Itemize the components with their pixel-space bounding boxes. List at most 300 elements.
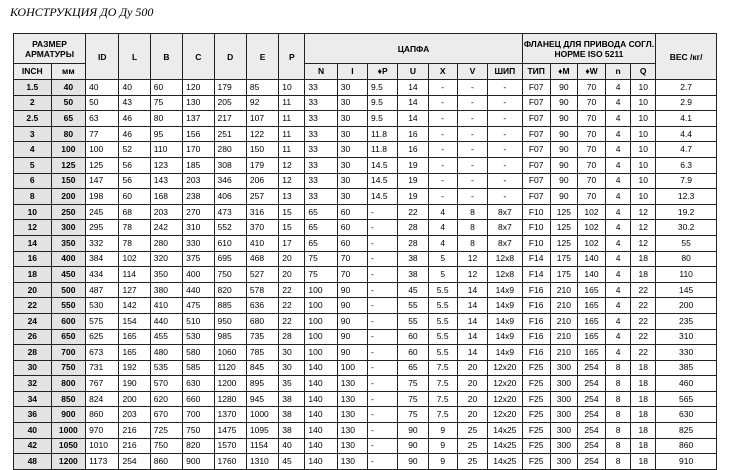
- table-cell: 700: [183, 407, 214, 423]
- table-cell: 4: [606, 173, 631, 189]
- table-cell: 90: [398, 423, 428, 439]
- table-cell: 10: [631, 157, 656, 173]
- table-cell: 38: [398, 251, 428, 267]
- table-cell: 750: [183, 423, 214, 439]
- table-cell: 140: [305, 423, 337, 439]
- table-cell: 4: [606, 235, 631, 251]
- table-row: [14, 204, 717, 220]
- table-cell: 12x20: [488, 407, 523, 423]
- table-row: [14, 80, 717, 96]
- table-cell: 578: [246, 282, 278, 298]
- table-cell: 142: [119, 298, 150, 314]
- table-cell: 25: [457, 423, 487, 439]
- table-cell: 270: [183, 204, 214, 220]
- table-cell: 8: [606, 360, 631, 376]
- table-cell: 200: [656, 298, 717, 314]
- table-cell: 6.3: [656, 157, 717, 173]
- col-header-diam-p: ♦P: [368, 64, 398, 80]
- size-cell: 2: [14, 95, 52, 111]
- table-cell: 22: [398, 204, 428, 220]
- table-cell: 78: [119, 235, 150, 251]
- table-cell: 130: [337, 423, 367, 439]
- table-cell: 14x9: [488, 282, 523, 298]
- table-cell: 2.9: [656, 95, 717, 111]
- table-cell: 130: [337, 376, 367, 392]
- table-cell: 254: [577, 391, 605, 407]
- table-cell: 70: [577, 142, 605, 158]
- table-cell: 680: [246, 313, 278, 329]
- table-cell: 254: [577, 438, 605, 454]
- table-cell: 185: [183, 157, 214, 173]
- table-cell: 735: [246, 329, 278, 345]
- table-cell: 22: [631, 313, 656, 329]
- table-cell: 280: [150, 235, 182, 251]
- table-row: [14, 407, 717, 423]
- table-cell: 18: [631, 360, 656, 376]
- table-cell: 46: [119, 111, 150, 127]
- table-cell: 12: [279, 173, 305, 189]
- table-cell: 90: [550, 95, 577, 111]
- size-cell: 800: [51, 376, 85, 392]
- table-cell: 14: [457, 313, 487, 329]
- table-cell: 895: [246, 376, 278, 392]
- table-cell: 12x20: [488, 376, 523, 392]
- table-cell: 30: [337, 126, 367, 142]
- table-cell: 673: [86, 345, 119, 361]
- table-row: [14, 345, 717, 361]
- table-cell: 122: [246, 126, 278, 142]
- table-cell: 90: [550, 111, 577, 127]
- table-cell: 110: [150, 142, 182, 158]
- table-row: [14, 438, 717, 454]
- table-cell: 4: [606, 80, 631, 96]
- table-cell: 75: [305, 267, 337, 283]
- table-cell: 12: [457, 251, 487, 267]
- table-cell: F25: [522, 376, 550, 392]
- table-cell: 238: [183, 189, 214, 205]
- table-cell: 20: [457, 360, 487, 376]
- table-cell: 90: [550, 126, 577, 142]
- table-cell: 45: [279, 454, 305, 470]
- table-cell: 90: [550, 189, 577, 205]
- table-cell: 22: [279, 282, 305, 298]
- table-cell: F14: [522, 267, 550, 283]
- table-row: [14, 173, 717, 189]
- table-cell: F10: [522, 204, 550, 220]
- table-cell: 300: [550, 454, 577, 470]
- table-cell: 1154: [246, 438, 278, 454]
- col-header-key: ШИП: [488, 64, 523, 80]
- table-cell: 245: [86, 204, 119, 220]
- table-cell: 10: [631, 173, 656, 189]
- size-cell: 16: [14, 251, 52, 267]
- table-cell: 8: [606, 438, 631, 454]
- flange-group-header: ФЛАНЕЦ ДЛЯ ПРИВОДА СОГЛ. НОРМЕ ISO 5211: [522, 34, 656, 64]
- table-cell: 165: [119, 345, 150, 361]
- table-cell: 4: [428, 235, 457, 251]
- table-cell: 15: [279, 204, 305, 220]
- table-cell: 824: [86, 391, 119, 407]
- table-cell: 137: [183, 111, 214, 127]
- table-cell: 330: [183, 235, 214, 251]
- table-cell: 75: [398, 407, 428, 423]
- table-cell: 1310: [246, 454, 278, 470]
- table-cell: 970: [86, 423, 119, 439]
- table-cell: 12: [631, 220, 656, 236]
- table-cell: 125: [550, 235, 577, 251]
- table-cell: 8: [606, 423, 631, 439]
- table-cell: -: [428, 157, 457, 173]
- table-cell: 55: [398, 313, 428, 329]
- table-cell: 860: [86, 407, 119, 423]
- table-cell: 28: [398, 235, 428, 251]
- table-cell: 90: [550, 80, 577, 96]
- table-cell: 9.5: [368, 95, 398, 111]
- table-cell: -: [368, 313, 398, 329]
- table-cell: 90: [337, 282, 367, 298]
- col-header-x: X: [428, 64, 457, 80]
- table-cell: 90: [550, 157, 577, 173]
- table-cell: 375: [183, 251, 214, 267]
- table-cell: 30: [279, 360, 305, 376]
- table-cell: 280: [214, 142, 246, 158]
- size-cell: 300: [51, 220, 85, 236]
- size-group-header: РАЗМЕР АРМАТУРЫ: [14, 34, 86, 64]
- table-cell: -: [368, 267, 398, 283]
- table-cell: 13: [279, 189, 305, 205]
- table-cell: -: [428, 126, 457, 142]
- table-cell: 70: [577, 80, 605, 96]
- weight-header: ВЕС /кг/: [656, 34, 717, 80]
- col-header-n-count: n: [606, 64, 631, 80]
- size-cell: 850: [51, 391, 85, 407]
- table-cell: 18: [631, 391, 656, 407]
- table-cell: F16: [522, 313, 550, 329]
- table-cell: 4.7: [656, 142, 717, 158]
- table-cell: 179: [246, 157, 278, 173]
- table-cell: 527: [246, 267, 278, 283]
- table-cell: 30: [337, 157, 367, 173]
- table-cell: 7.5: [428, 360, 457, 376]
- table-cell: 910: [656, 454, 717, 470]
- table-cell: 570: [150, 376, 182, 392]
- table-cell: 11.8: [368, 142, 398, 158]
- table-cell: F10: [522, 235, 550, 251]
- table-cell: 203: [119, 407, 150, 423]
- col-header-diam-m: ♦M: [550, 64, 577, 80]
- table-cell: -: [457, 157, 487, 173]
- table-cell: -: [368, 345, 398, 361]
- table-cell: 950: [214, 313, 246, 329]
- table-cell: 8x7: [488, 235, 523, 251]
- table-cell: 695: [214, 251, 246, 267]
- table-cell: 46: [119, 126, 150, 142]
- table-cell: -: [457, 111, 487, 127]
- table-cell: 30.2: [656, 220, 717, 236]
- table-cell: 8: [606, 454, 631, 470]
- table-row: [14, 111, 717, 127]
- table-cell: 460: [656, 376, 717, 392]
- table-cell: 68: [119, 204, 150, 220]
- table-cell: 14: [398, 95, 428, 111]
- table-cell: 22: [631, 298, 656, 314]
- table-cell: 165: [577, 345, 605, 361]
- table-cell: 210: [550, 282, 577, 298]
- table-cell: 125: [86, 157, 119, 173]
- table-cell: 4: [606, 189, 631, 205]
- table-row: [14, 220, 717, 236]
- table-cell: F25: [522, 360, 550, 376]
- table-cell: -: [457, 80, 487, 96]
- size-cell: 65: [51, 111, 85, 127]
- table-cell: 15: [279, 220, 305, 236]
- table-cell: 4: [606, 157, 631, 173]
- table-cell: -: [368, 298, 398, 314]
- table-row: [14, 267, 717, 283]
- table-cell: 4: [606, 220, 631, 236]
- table-cell: F25: [522, 423, 550, 439]
- table-cell: 1173: [86, 454, 119, 470]
- table-cell: 785: [246, 345, 278, 361]
- table-cell: 11.8: [368, 126, 398, 142]
- table-cell: 150: [246, 142, 278, 158]
- table-cell: F25: [522, 407, 550, 423]
- table-cell: 33: [305, 95, 337, 111]
- table-cell: -: [457, 142, 487, 158]
- table-cell: 1570: [214, 438, 246, 454]
- table-cell: 10: [631, 80, 656, 96]
- table-cell: 60: [150, 80, 182, 96]
- size-cell: 80: [51, 126, 85, 142]
- table-cell: 346: [214, 173, 246, 189]
- table-cell: 65: [305, 204, 337, 220]
- table-cell: 38: [398, 267, 428, 283]
- table-cell: 70: [337, 267, 367, 283]
- table-cell: 9: [428, 454, 457, 470]
- table-cell: 216: [119, 423, 150, 439]
- table-cell: 380: [150, 282, 182, 298]
- table-cell: 468: [246, 251, 278, 267]
- size-cell: 50: [51, 95, 85, 111]
- table-cell: 4: [428, 220, 457, 236]
- table-cell: -: [368, 407, 398, 423]
- col-header-diam-w: ♦W: [577, 64, 605, 80]
- table-cell: 90: [550, 142, 577, 158]
- table-cell: 102: [577, 220, 605, 236]
- table-cell: 175: [550, 251, 577, 267]
- table-cell: 5: [428, 267, 457, 283]
- table-cell: F07: [522, 157, 550, 173]
- table-cell: 16: [398, 126, 428, 142]
- table-cell: 19: [398, 173, 428, 189]
- table-cell: 25: [457, 438, 487, 454]
- table-cell: 17: [279, 235, 305, 251]
- table-cell: 110: [656, 267, 717, 283]
- table-cell: 130: [337, 391, 367, 407]
- table-cell: -: [368, 282, 398, 298]
- table-cell: F25: [522, 438, 550, 454]
- trunnion-group-header: ЦАПФА: [305, 34, 522, 64]
- table-cell: 38: [279, 391, 305, 407]
- table-cell: 8: [457, 235, 487, 251]
- table-cell: 310: [183, 220, 214, 236]
- table-cell: -: [428, 142, 457, 158]
- table-cell: 90: [398, 438, 428, 454]
- table-cell: -: [368, 423, 398, 439]
- table-row: [14, 189, 717, 205]
- table-cell: 75: [398, 376, 428, 392]
- table-cell: F07: [522, 142, 550, 158]
- table-cell: 1475: [214, 423, 246, 439]
- table-cell: 4: [606, 95, 631, 111]
- table-cell: 1120: [214, 360, 246, 376]
- table-cell: 4: [606, 126, 631, 142]
- table-row: [14, 313, 717, 329]
- size-cell: 14: [14, 235, 52, 251]
- table-cell: 4: [606, 111, 631, 127]
- table-cell: 33: [305, 173, 337, 189]
- table-row: [14, 142, 717, 158]
- table-cell: 316: [246, 204, 278, 220]
- table-cell: 107: [246, 111, 278, 127]
- size-cell: 600: [51, 313, 85, 329]
- table-cell: 20: [457, 376, 487, 392]
- size-cell: 1200: [51, 454, 85, 470]
- table-cell: 300: [550, 423, 577, 439]
- table-cell: 18: [631, 423, 656, 439]
- table-cell: 7.5: [428, 391, 457, 407]
- size-cell: 1.5: [14, 80, 52, 96]
- table-cell: F16: [522, 298, 550, 314]
- table-cell: 14x9: [488, 329, 523, 345]
- table-cell: 9.5: [368, 80, 398, 96]
- specification-table: [13, 33, 717, 470]
- table-cell: 310: [656, 329, 717, 345]
- size-cell: 28: [14, 345, 52, 361]
- table-cell: 330: [656, 345, 717, 361]
- table-cell: 630: [656, 407, 717, 423]
- size-cell: 10: [14, 204, 52, 220]
- table-cell: 10: [631, 111, 656, 127]
- table-cell: 198: [86, 189, 119, 205]
- table-cell: 10: [631, 126, 656, 142]
- table-cell: 75: [150, 95, 182, 111]
- table-cell: 725: [150, 423, 182, 439]
- size-cell: 200: [51, 189, 85, 205]
- table-cell: 12.3: [656, 189, 717, 205]
- table-cell: 90: [337, 329, 367, 345]
- col-header-i: I: [337, 64, 367, 80]
- table-cell: 300: [550, 407, 577, 423]
- table-cell: 60: [398, 345, 428, 361]
- table-cell: F07: [522, 189, 550, 205]
- table-cell: 235: [656, 313, 717, 329]
- table-cell: 114: [119, 267, 150, 283]
- table-cell: 55: [398, 298, 428, 314]
- table-cell: 11: [279, 126, 305, 142]
- size-cell: 18: [14, 267, 52, 283]
- size-cell: 30: [14, 360, 52, 376]
- table-cell: 70: [577, 189, 605, 205]
- size-cell: 1050: [51, 438, 85, 454]
- table-cell: 7.5: [428, 376, 457, 392]
- table-cell: 100: [337, 360, 367, 376]
- table-cell: 18: [631, 376, 656, 392]
- table-cell: 10: [631, 95, 656, 111]
- table-cell: 9: [428, 438, 457, 454]
- table-cell: 8: [606, 391, 631, 407]
- table-cell: 14: [457, 298, 487, 314]
- table-cell: 38: [279, 407, 305, 423]
- table-cell: 90: [337, 298, 367, 314]
- col-header-q: Q: [631, 64, 656, 80]
- size-cell: 900: [51, 407, 85, 423]
- table-cell: 100: [305, 298, 337, 314]
- table-cell: 370: [246, 220, 278, 236]
- table-cell: 12x8: [488, 267, 523, 283]
- table-cell: 12: [457, 267, 487, 283]
- document-title: КОНСТРУКЦИЯ ДО Ду 500: [10, 5, 154, 19]
- table-cell: F07: [522, 173, 550, 189]
- table-cell: 4: [606, 345, 631, 361]
- table-cell: 100: [305, 345, 337, 361]
- table-cell: 168: [150, 189, 182, 205]
- table-cell: 60: [119, 189, 150, 205]
- table-cell: -: [488, 142, 523, 158]
- table-cell: 767: [86, 376, 119, 392]
- table-cell: 28: [398, 220, 428, 236]
- size-cell: 8: [14, 189, 52, 205]
- size-cell: 700: [51, 345, 85, 361]
- table-cell: 100: [305, 313, 337, 329]
- table-cell: -: [368, 220, 398, 236]
- table-cell: 140: [305, 454, 337, 470]
- table-cell: 19: [398, 157, 428, 173]
- table-cell: 102: [577, 204, 605, 220]
- table-cell: 1010: [86, 438, 119, 454]
- table-cell: 385: [656, 360, 717, 376]
- size-cell: 20: [14, 282, 52, 298]
- table-cell: 90: [550, 173, 577, 189]
- table-row: [14, 282, 717, 298]
- table-cell: 22: [631, 282, 656, 298]
- table-cell: 156: [183, 126, 214, 142]
- table-cell: 530: [86, 298, 119, 314]
- table-cell: 12x8: [488, 251, 523, 267]
- table-cell: 487: [86, 282, 119, 298]
- table-cell: 22: [631, 329, 656, 345]
- table-body: [14, 80, 717, 470]
- table-cell: 179: [214, 80, 246, 96]
- table-cell: -: [368, 391, 398, 407]
- table-cell: 45: [398, 282, 428, 298]
- table-row: [14, 251, 717, 267]
- table-cell: 620: [150, 391, 182, 407]
- table-cell: 750: [214, 267, 246, 283]
- table-cell: 254: [577, 360, 605, 376]
- table-cell: -: [368, 438, 398, 454]
- size-cell: 100: [51, 142, 85, 158]
- table-cell: F16: [522, 329, 550, 345]
- table-cell: 254: [577, 454, 605, 470]
- table-cell: 2.7: [656, 80, 717, 96]
- table-cell: 242: [150, 220, 182, 236]
- table-cell: 11: [279, 95, 305, 111]
- table-cell: -: [368, 360, 398, 376]
- col-header-inch: INCH: [14, 64, 52, 80]
- table-cell: 102: [119, 251, 150, 267]
- table-cell: 400: [183, 267, 214, 283]
